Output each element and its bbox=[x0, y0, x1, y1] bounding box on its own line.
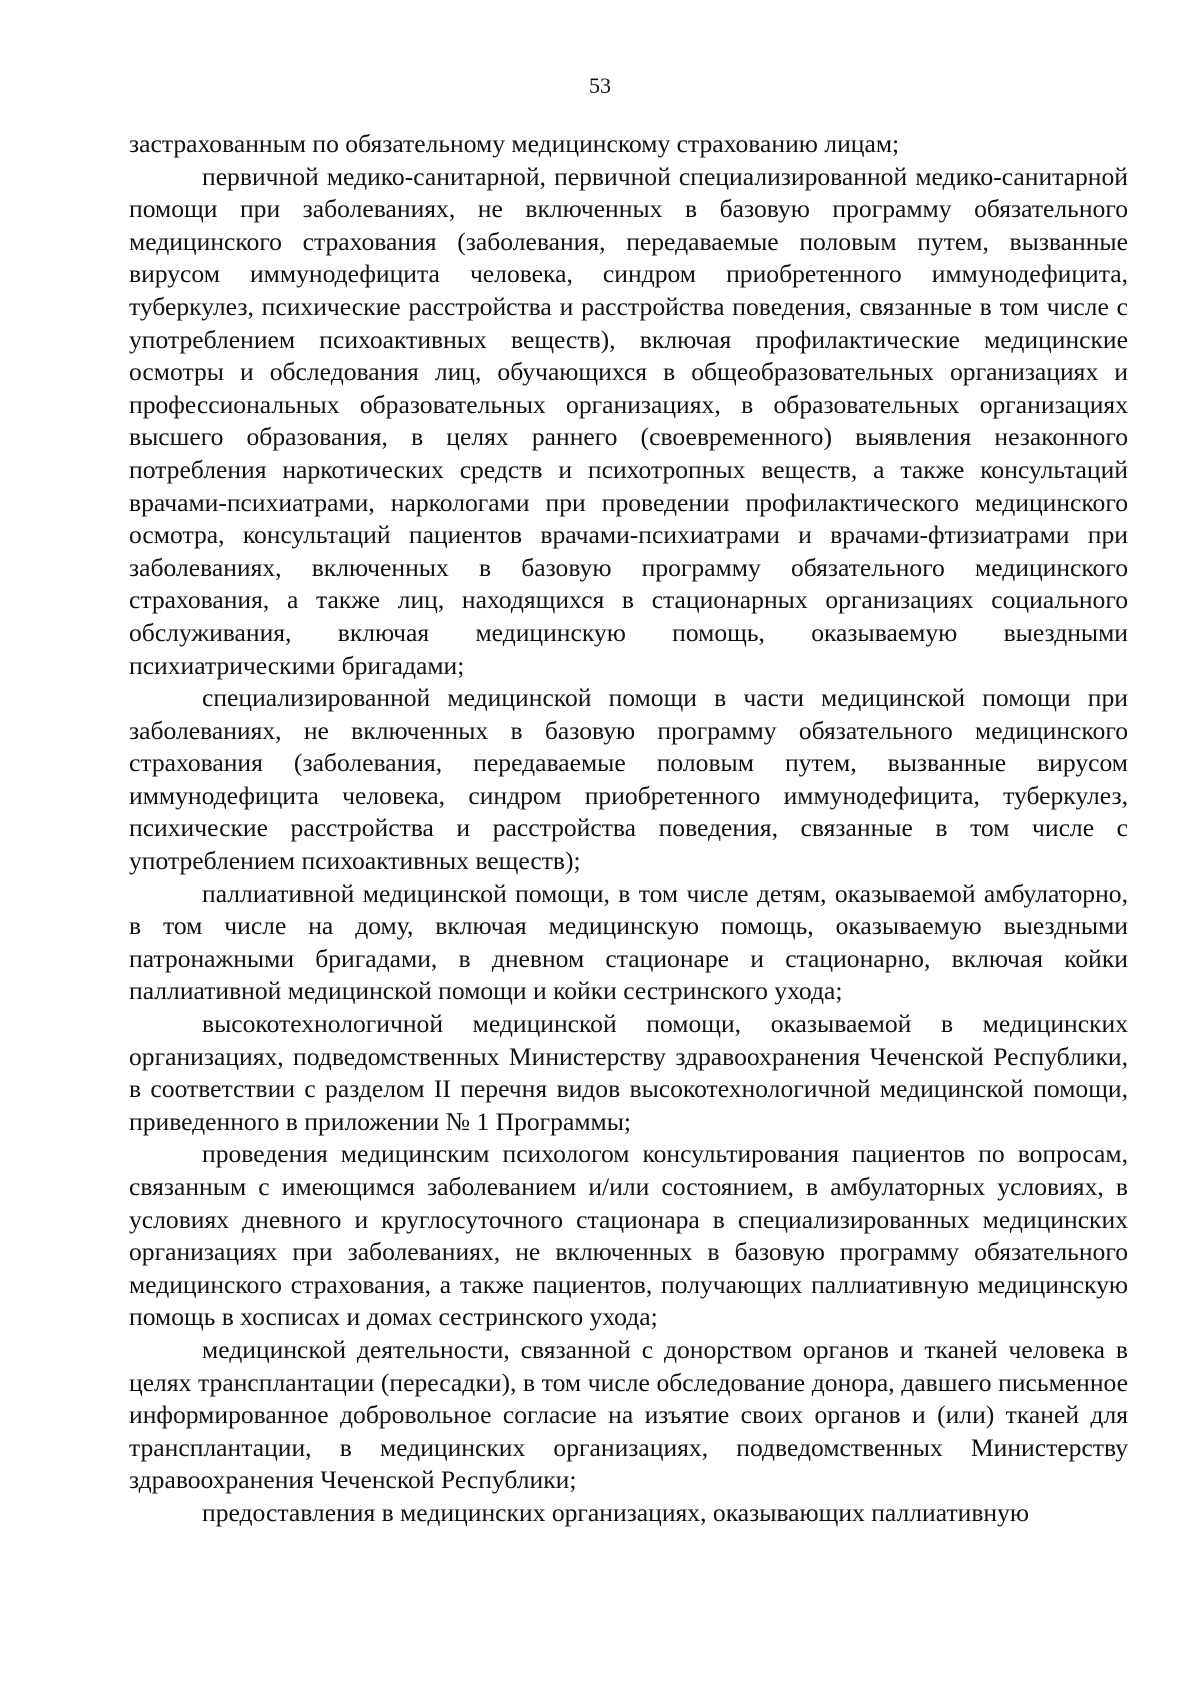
paragraph-primary-care: первичной медико-санитарной, первичной специализированной медико-санитарной помощи при заболеваниях, не включенных в базовую программу обязательного медицинского страхования (заболевания, передаваемые половым путем, вызванные вирусом иммунодефицита человека, синдром приобретенного иммунодефицита, туберкулез, психические расстройства и расстройства поведения, связанные в том числе с употреблением психоактивных веществ), включая профилактические медицинские осмотры и обследования лиц, обучающихся в общеобразовательных организациях и профессиональных образовательных организациях, в образовательных организациях высшего образования, в целях раннего (своевременного) выявления незаконного потребления наркотических средств и психотропных веществ, а также консультаций врачами-психиатрами, наркологами при проведении профилактического медицинского осмотра, консультаций пациентов врачами-психиатрами и врачами-фтизиатрами при заболеваниях, включенных в базовую программу обязательного медицинского страхования, а также лиц, находящихся в стационарных организациях социального обслуживания, включая медицинскую помощь, оказываемую выездными психиатрическими бригадами; bbox=[129, 161, 1128, 680]
paragraph-continuation: застрахованным по обязательному медицинскому страхованию лицам; bbox=[129, 129, 900, 158]
paragraph-psychologist-consulting: проведения медицинским психологом консультирования пациентов по вопросам, связанным с имеющимся заболеванием и/или состоянием, в амбулаторных условиях, в условиях дневного и круглосуточного стационара в специализированных медицинских организациях при заболеваниях, не включенных в базовую программу обязательного медицинского страхования, а также пациентов, получающих паллиативную медицинскую помощь в хосписах и домах сестринского ухода; bbox=[129, 1139, 1128, 1332]
paragraph-palliative-care: паллиативной медицинской помощи, в том числе детям, оказываемой амбулаторно, в том числе на дому, включая медицинскую помощь, оказываемую выездными патронажными бригадами, в дневном стационаре и стационарно, включая койки паллиативной медицинской помощи и койки сестринского ухода; bbox=[129, 878, 1128, 1006]
paragraph-specialized-care: специализированной медицинской помощи в части медицинской помощи при заболеваниях, не включенных в базовую программу обязательного медицинского страхования (заболевания, передаваемые половым путем, вызванные вирусом иммунодефицита человека, синдром приобретенного иммунодефицита, туберкулез, психические расстройства и расстройства поведения, связанные в том числе с употреблением психоактивных веществ); bbox=[129, 683, 1128, 876]
page-number: 53 bbox=[589, 73, 611, 98]
paragraph-high-tech-care: высокотехнологичной медицинской помощи, оказываемой в медицинских организациях, подведомственных Министерству здравоохранения Чеченской Республики, в соответствии с разделом II перечня видов высокотехнологичной медицинской помощи, приведенного в приложении № 1 Программы; bbox=[129, 1009, 1128, 1136]
paragraph-palliative-provision: предоставления в медицинских организациях, оказывающих паллиативную bbox=[202, 1497, 1030, 1527]
document-body bbox=[129, 128, 1128, 1530]
paragraph-organ-donation: медицинской деятельности, связанной с донорством органов и тканей человека в целях трансплантации (пересадки), в том числе обследование донора, давшего письменное информированное добровольное согласие на изъятие своих органов и (или) тканей для трансплантации, в медицинских организациях, подведомственных Министерству здравоохранения Чеченской Республики; bbox=[129, 1334, 1128, 1495]
